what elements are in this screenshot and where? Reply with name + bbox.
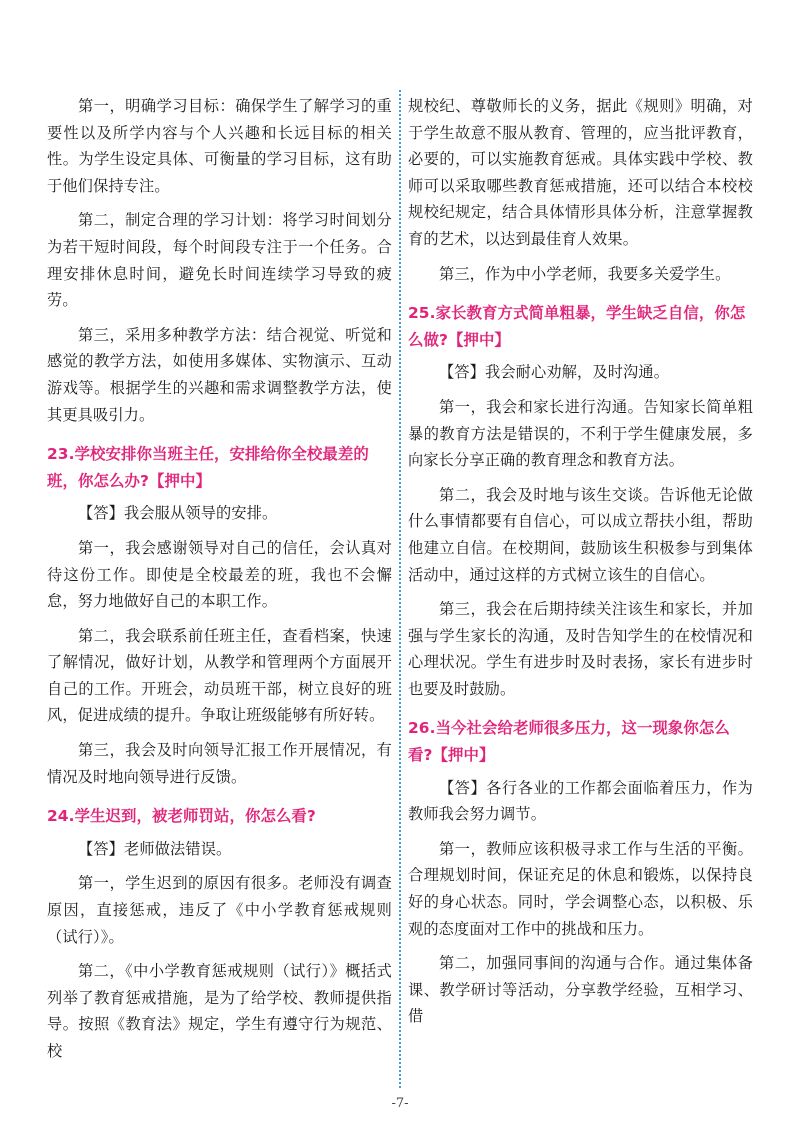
question-heading-23: 23.学校安排你当班主任，安排给你全校最差的班，你怎么办?【押中】 xyxy=(47,445,369,490)
answer-lead: 【答】我会服从领导的安排。 xyxy=(78,504,278,523)
answer-lead: 【答】我会耐心劝解，及时沟通。 xyxy=(439,363,670,382)
paragraph: 第二，制定合理的学习计划：将学习时间划分为若干短时间段，每个时间段专注于一个任务。合理安排休息时间，避免长时间连续学习导致的疲劳。 xyxy=(47,211,392,310)
right-column xyxy=(408,93,753,1030)
question-heading-25: 25.家长教育方式简单粗暴，学生缺乏自信，你怎么做?【押中】 xyxy=(408,304,746,349)
paragraph: 第三，我会及时向领导汇报工作开展情况，有情况及时地向领导进行反馈。 xyxy=(47,741,392,786)
paragraph: 第三，采用多种教学方法：结合视觉、听觉和感觉的教学方法，如使用多媒体、实物演示、互动游戏等。根据学生的兴趣和需求调整教学方法，使其更具吸引力。 xyxy=(47,325,392,424)
left-column xyxy=(47,93,392,1065)
paragraph: 第一，教师应该积极寻求工作与生活的平衡。合理规划时间，保证充足的休息和锻炼，以保持良好的身心状态。同时，学会调整心态，以积极、乐观的态度面对工作中的挑战和压力。 xyxy=(408,839,753,938)
question-heading-24: 24.学生迟到，被老师罚站，你怎么看? xyxy=(47,807,316,826)
answer-lead: 【答】各行各业的工作都会面临着压力，作为教师我会努力调节。 xyxy=(408,778,753,824)
paragraph: 第二，加强同事间的沟通与合作。通过集体备课、教学研讨等活动，分享教学经验，互相学习、借 xyxy=(408,954,753,1026)
paragraph: 第三，我会在后期持续关注该生和家长，并加强与学生家长的沟通，及时告知学生的在校情况和心理状况。学生有进步时及时表扬，家长有进步时也要及时鼓励。 xyxy=(408,600,753,698)
paragraph: 第二，我会联系前任班主任，查看档案，快速了解情况，做好计划，从教学和管理两个方面展开自己的工作。开班会，动员班干部，树立良好的班风，促进成绩的提升。争取让班级能够有所好转。 xyxy=(47,626,392,725)
column-divider xyxy=(399,90,401,1088)
page-number: -7- xyxy=(391,1096,409,1111)
answer-lead: 【答】老师做法错误。 xyxy=(78,839,232,858)
paragraph: 第二，我会及时地与该生交谈。告诉他无论做什么事情都要有自信心，可以成立帮扶小组，帮助他建立自信。在校期间，鼓励该生积极参与到集体活动中，通过这样的方式树立该生的自信心。 xyxy=(408,485,753,584)
question-heading-26: 26.当今社会给老师很多压力，这一现象你怎么看?【押中】 xyxy=(408,719,730,765)
paragraph: 第三，作为中小学老师，我要多关爱学生。 xyxy=(439,264,731,283)
paragraph: 第一，我会和家长进行沟通。告知家长简单粗暴的教育方法是错误的，不利于学生健康发展，多向家长分享正确的教育理念和教育方法。 xyxy=(408,397,753,470)
paragraph: 规校纪、尊敬师长的义务，据此《规则》明确，对于学生故意不服从教育、管理的，应当批评教育，必要的，可以实施教育惩戒。具体实践中学校、教师可以采取哪些教育惩戒措施，还可以结合本校校规校纪规定，结合具体情形具体分析，注意掌握教育的艺术，以达到最佳育人效果。 xyxy=(408,97,753,248)
paragraph: 第一，我会感谢领导对自己的信任，会认真对待这份工作。即使是全校最差的班，我也不会懈怠，努力地做好自己的本职工作。 xyxy=(47,538,392,611)
paragraph: 第二，《中小学教育惩戒规则（试行）》概括式列举了教育惩戒措施，是为了给学校、教师提供指导。按照《教育法》规定，学生有遵守行为规范、校 xyxy=(47,962,392,1060)
paragraph: 第一，明确学习目标：确保学生了解学习的重要性以及所学内容与个人兴趣和长远目标的相关性。为学生设定具体、可衡量的学习目标，这有助于他们保持专注。 xyxy=(47,97,392,195)
paragraph: 第一，学生迟到的原因有很多。老师没有调查原因，直接惩戒，违反了《中小学教育惩戒规则（试行）》。 xyxy=(47,874,392,946)
